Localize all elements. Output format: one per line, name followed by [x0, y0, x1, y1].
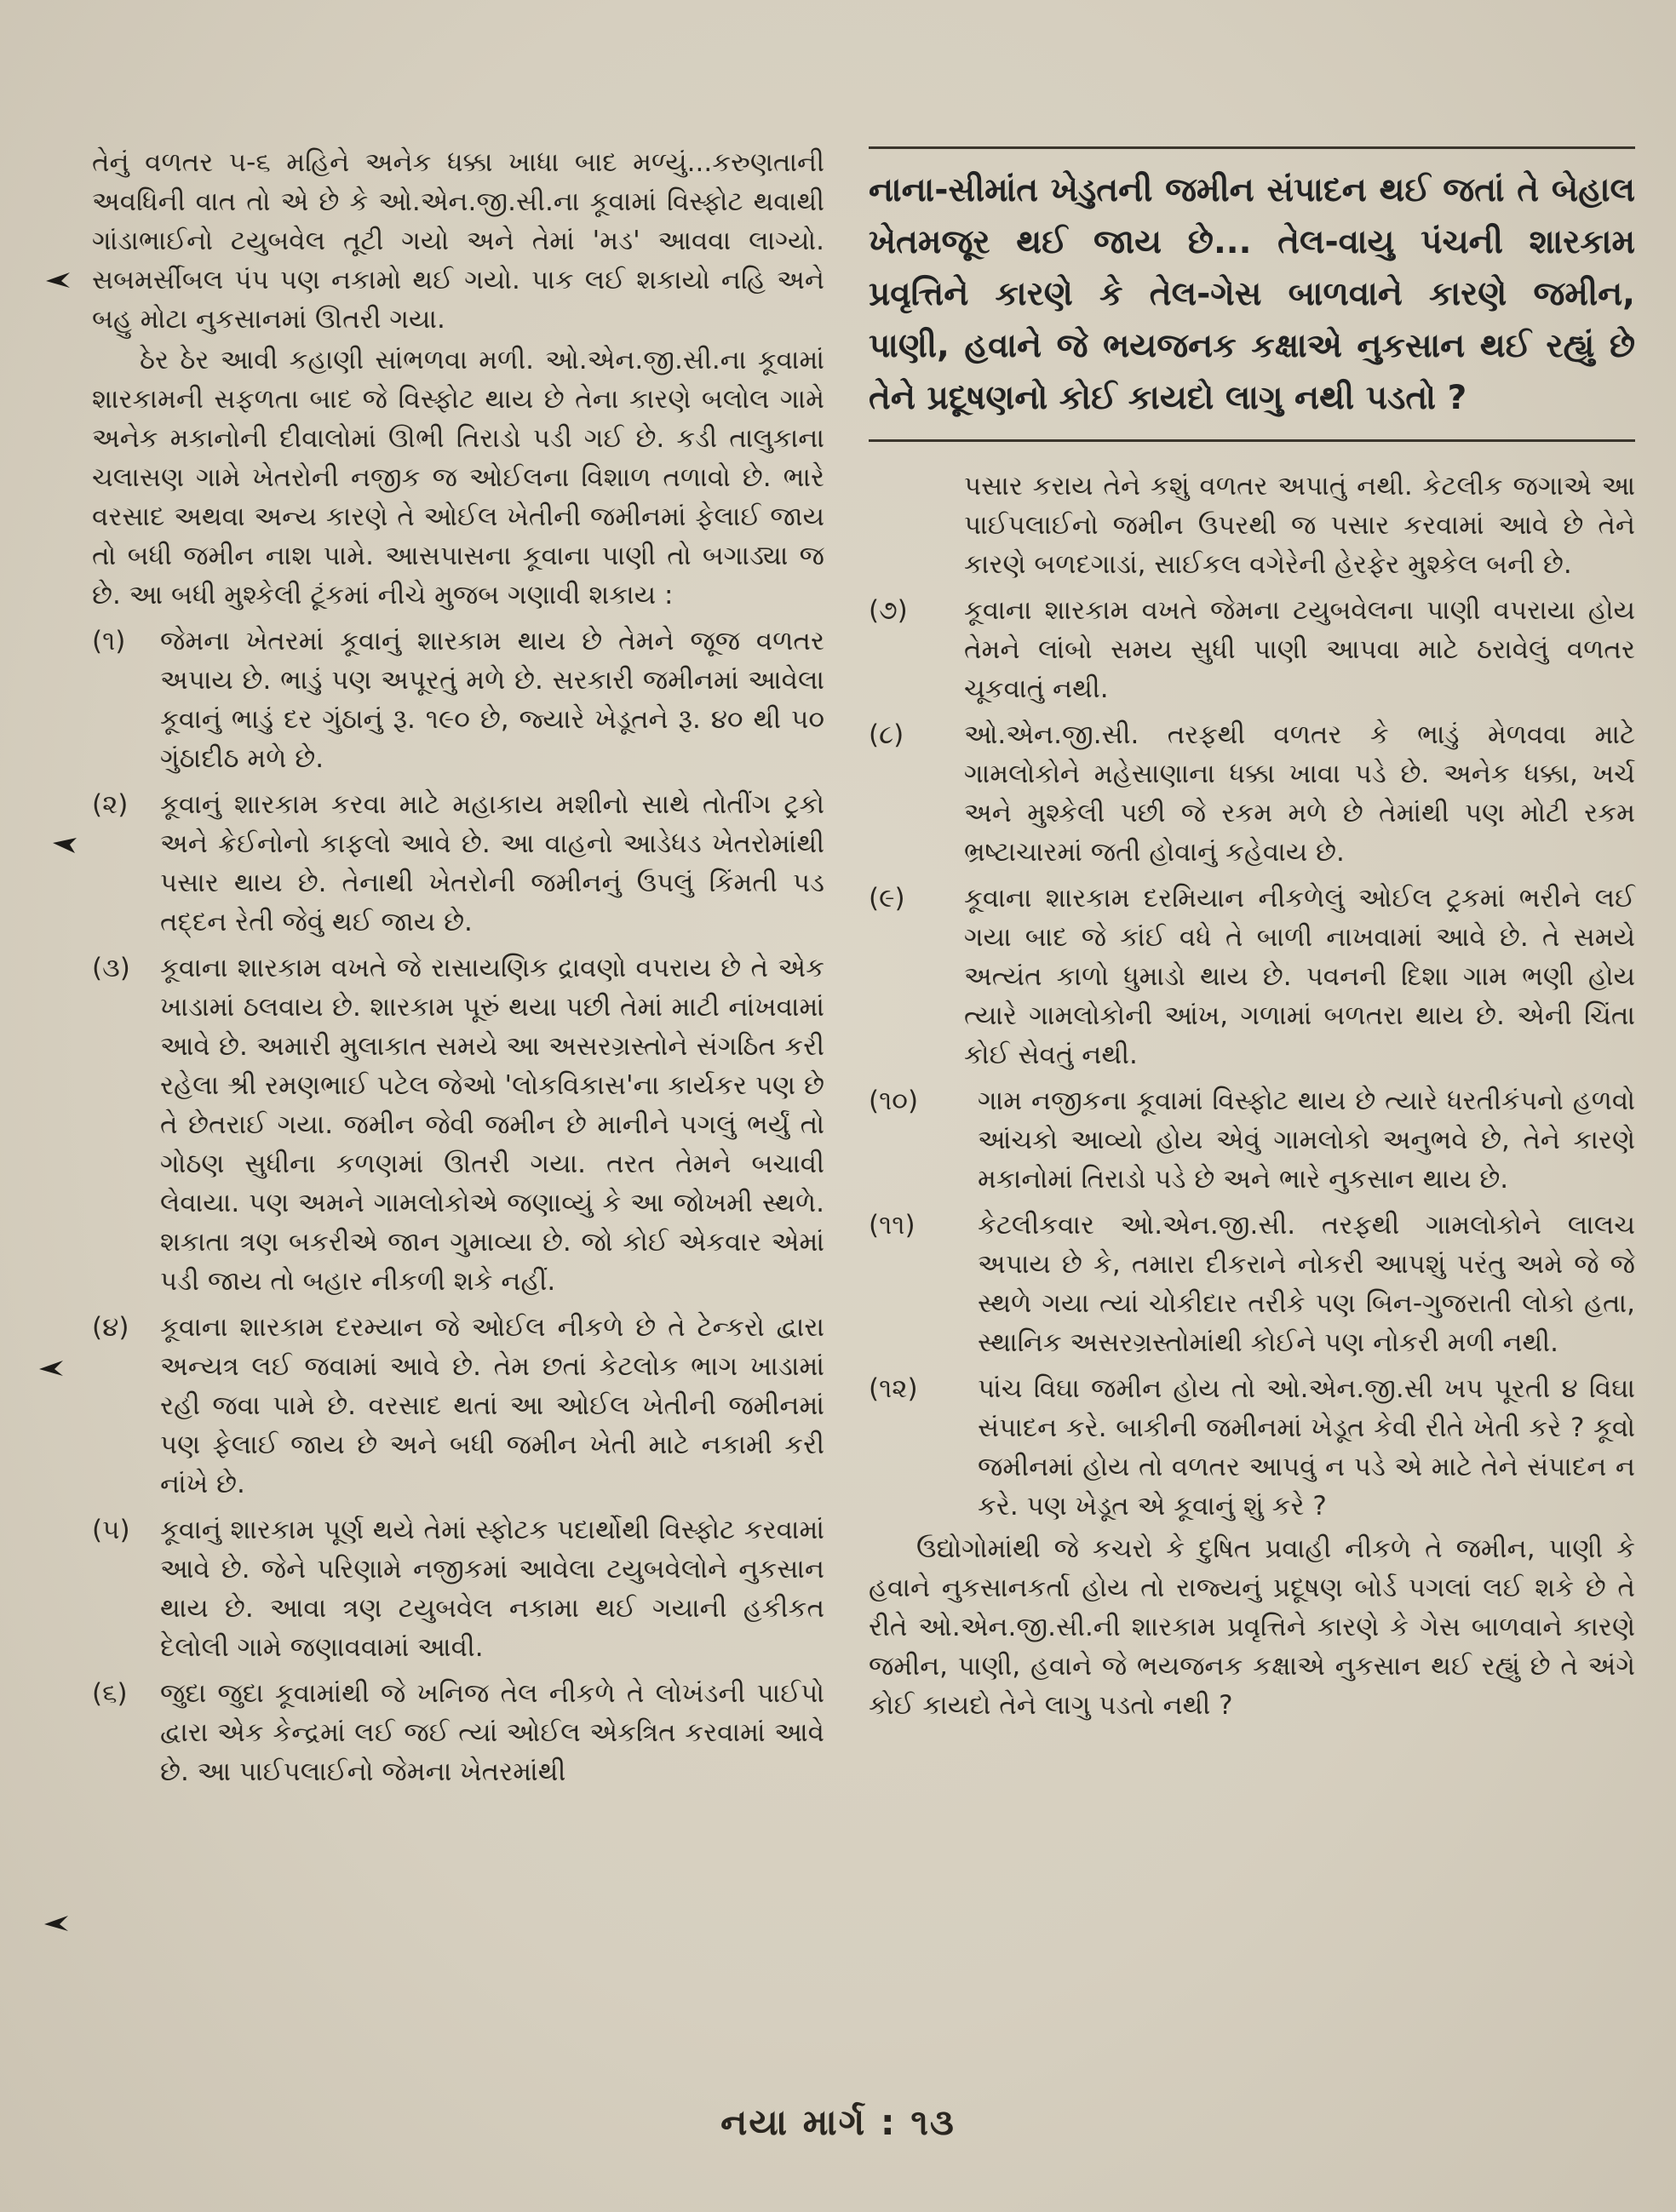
list-number: (૨): [92, 789, 129, 820]
pull-quote: [869, 146, 1635, 442]
list-text: કેટલીકવાર ઓ.એન.જી.સી. તરફથી ગામલોકોને લાલચ અપાય છે કે, તમારા દીકરાને નોકરી આપશું પરંતુ અમે જે જે સ્થળે ગયા ત્યાં ચોકીદાર તરીકે પણ બિન-ગુજરાતી લોકો હતા, સ્થાનિક અસરગ્રસ્તોમાંથી કોઈને પણ નોકરી મળી નથી.: [978, 1210, 1635, 1358]
paragraph: તેનું વળતર ૫-૬ મહિને અનેક ધક્કા ખાધા બાદ મળ્યું...કરુણતાની અવધિની વાત તો એ છે કે ઓ.એન.જી.સી.ના કૂવામાં વિસ્ફોટ થવાથી ગાંડાભાઈનો ટયુબવેલ તૂટી ગયો અને તેમાં 'મડ' આવવા લાગ્યો. સબમર્સીબલ પંપ પણ નકામો થઈ ગયો. પાક લઈ શકાયો નહિ અને બહુ મોટા નુકસાનમાં ઊતરી ગયા.: [92, 147, 824, 335]
list-number: (૯): [869, 883, 905, 914]
binding-tear-mark-icon: [44, 271, 73, 289]
list-text: પાંચ વિઘા જમીન હોય તો ઓ.એન.જી.સી ખપ પૂરતી ૪ વિઘા સંપાદન કરે. બાકીની જમીનમાં ખેડૂત કેવી રીતે ખેતી કરે ? કૂવો જમીનમાં હોય તો વળતર આપવું ન પડે એ માટે તેને સંપાદન ન કરે. પણ ખેડૂત એ કૂવાનું શું કરે ?: [978, 1373, 1635, 1521]
pull-quote-text: નાના-સીમાંત ખેડુતની જમીન સંપાદન થઈ જતાં તે બેહાલ ખેતમજૂર થઈ જાય છે... તેલ-વાયુ પંચની શારકામ પ્રવૃત્તિને કારણે કે તેલ-ગેસ બાળવાને કારણે જમીન, પાણી, હવાને જે ભયજનક કક્ષાએ નુકસાન થઈ રહ્યું છે તેને પ્રદૂષણનો કોઈ કાયદો લાગુ નથી પડતો ?: [869, 171, 1635, 417]
list-text: કૂવાનું શારકામ કરવા માટે મહાકાય મશીનો સાથે તોતીંગ ટ્રકો અને ક્રેઈનોનો કાફલો આવે છે. આ વાહનો આડેધડ ખેતરોમાંથી પસાર થાય છે. તેનાથી ખેતરોની જમીનનું ઉપલું કિંમતી પડ તદ્દન રેતી જેવું થઈ જાય છે.: [160, 789, 824, 937]
list-text: જેમના ખેતરમાં કૂવાનું શારકામ થાય છે તેમને જૂજ વળતર અપાય છે. ભાડું પણ અપૂરતું મળે છે. સરકારી જમીનમાં આવેલા કૂવાનું ભાડું દર ગુંઠાનું રૂ. ૧૯૦ છે, જ્યારે ખેડૂતને રૂ. ૪૦ થી ૫૦ ગુંઠાદીઠ મળે છે.: [160, 626, 824, 774]
binding-tear-mark-icon: [37, 1359, 66, 1378]
binding-tear-mark-icon: [43, 1914, 72, 1933]
list-item: [869, 715, 1635, 872]
list-number: (૧૧): [869, 1210, 915, 1241]
page-footer: નયા માર્ગ : ૧૩: [720, 2101, 956, 2143]
left-column: [92, 143, 824, 1795]
list-item: [869, 1081, 1635, 1199]
list-item: [869, 591, 1635, 708]
binding-tear-mark-icon: [51, 836, 80, 855]
list-text: કૂવાના શારકામ વખતે જેમના ટયુબવેલના પાણી વપરાયા હોય તેમને લાંબો સમય સુધી પાણી આપવા માટે ઠરાવેલું વળતર ચૂકવાતું નથી.: [964, 595, 1635, 704]
list-number: (૧૦): [869, 1086, 919, 1116]
list-number: (૪): [92, 1312, 129, 1343]
list-number: (૮): [869, 719, 904, 750]
list-item: [92, 622, 824, 778]
list-number: (૫): [92, 1515, 130, 1545]
list-item: [92, 1510, 824, 1667]
right-column: [869, 467, 1635, 1727]
list-text: કૂવાનું શારકામ પૂર્ણ થયે તેમાં સ્ફોટક પદાર્થોથી વિસ્ફોટ કરવામાં આવે છે. જેને પરિણામે નજીકમાં આવેલા ટયુબવેલોને નુકસાન થાય છે. આવા ત્રણ ટયુબવેલ નકામા થઈ ગયાની હકીકત દેલોલી ગામે જણાવવામાં આવી.: [160, 1515, 824, 1663]
list-text: કૂવાના શારકામ દરમ્યાન જે ઓઈલ નીકળે છે તે ટેન્કરો દ્વારા અન્યત્ર લઈ જવામાં આવે છે. તેમ છતાં કેટલોક ભાગ ખાડામાં રહી જવા પામે છે. વરસાદ થતાં આ ઓઈલ ખેતીની જમીનમાં પણ ફેલાઈ જાય છે અને બધી જમીન ખેતી માટે નકામી કરી નાંખે છે.: [160, 1312, 824, 1499]
list-number: (૭): [869, 595, 908, 626]
list-item: [92, 785, 824, 942]
list-number: (૩): [92, 953, 130, 983]
list-item: [869, 1369, 1635, 1526]
list-number: (૧): [92, 626, 126, 656]
closing-paragraph: ઉદ્યોગોમાંથી જે કચરો કે દુષિત પ્રવાહી નીકળે તે જમીન, પાણી કે હવાને નુકસાનકર્તા હોય તો રાજ્યનું પ્રદૂષણ બોર્ડ પગલાં લઈ શકે છે તે રીતે ઓ.એન.જી.સી.ની શારકામ પ્રવૃત્તિને કારણે કે ગેસ બાળવાને કારણે જમીન, પાણી, હવાને જે ભયજનક કક્ષાએ નુકસાન થઈ રહ્યું છે તે અંગે કોઈ કાયદો તેને લાગુ પડતો નથી ?: [869, 1533, 1635, 1721]
list-text: કૂવાના શારકામ દરમિયાન નીકળેલું ઓઈલ ટ્રકમાં ભરીને લઈ ગયા બાદ જે કાંઈ વધે તે બાળી નાખવામાં આવે છે. તે સમયે અત્યંત કાળો ધુમાડો થાય છે. પવનની દિશા ગામ ભણી હોય ત્યારે ગામલોકોની આંખ, ગળામાં બળતરા થાય છે. એની ચિંતા કોઈ સેવતું નથી.: [964, 883, 1635, 1070]
paragraph-continuation: પસાર કરાય તેને કશું વળતર અપાતું નથી. કેટલીક જગાએ આ પાઈપલાઈનો જમીન ઉપરથી જ પસાર કરવામાં આવે છે તેને કારણે બળદગાડાં, સાઈકલ વગેરેની હેરફેર મુશ્કેલ બની છે.: [964, 471, 1635, 580]
list-item: [869, 879, 1635, 1074]
list-number: (૬): [92, 1678, 128, 1709]
list-item: [92, 1308, 824, 1504]
list-text: જુદા જુદા કૂવામાંથી જે ખનિજ તેલ નીકળે તે લોખંડની પાઈપો દ્વારા એક કેન્દ્રમાં લઈ જઈ ત્યાં ઓઈલ એકત્રિત કરવામાં આવે છે. આ પાઈપલાઈનો જેમના ખેતરમાંથી: [160, 1678, 824, 1787]
paragraph: ઠેર ઠેર આવી કહાણી સાંભળવા મળી. ઓ.એન.જી.સી.ના કૂવામાં શારકામની સફળતા બાદ જે વિસ્ફોટ થાય છે તેના કારણે બલોલ ગામે અનેક મકાનોની દીવાલોમાં ઊભી તિરાડો પડી ગઈ છે. કડી તાલુકાના ચલાસણ ગામે ખેતરોની નજીક જ ઓઈલના વિશાળ તળાવો છે. ભારે વરસાદ અથવા અન્ય કારણે તે ઓઈલ ખેતીની જમીનમાં ફેલાઈ જાય તો બધી જમીન નાશ પામે. આસપાસના કૂવાના પાણી તો બગાડ્યા જ છે. આ બધી મુશ્કેલી ટૂંકમાં નીચે મુજબ ગણાવી શકાય :: [92, 345, 824, 610]
list-number: (૧૨): [869, 1373, 918, 1404]
list-item: [92, 948, 824, 1301]
list-text: કૂવાના શારકામ વખતે જે રાસાયણિક દ્રાવણો વપરાય છે તે એક ખાડામાં ઠલવાય છે. શારકામ પૂરું થયા પછી તેમાં માટી નાંખવામાં આવે છે. અમારી મુલાકાત સમયે આ અસરગ્રસ્તોને સંગઠિત કરી રહેલા શ્રી રમણભાઈ પટેલ જેઓ 'લોકવિકાસ'ના કાર્યકર પણ છે તે છેતરાઈ ગયા. જમીન જેવી જમીન છે માનીને પગલું ભર્યું તો ગોઠણ સુધીના કળણમાં ઊતરી ગયા. તરત તેમને બચાવી લેવાયા. પણ અમને ગામલોકોએ જણાવ્યું કે આ જોખમી સ્થળે. શકાતા ત્રણ બકરીએ જાન ગુમાવ્યા છે. જો કોઈ એકવાર એમાં પડી જાય તો બહાર નીકળી શકે નહીં.: [160, 953, 824, 1297]
list-text: ઓ.એન.જી.સી. તરફથી વળતર કે ભાડું મેળવવા માટે ગામલોકોને મહેસાણાના ધક્કા ખાવા પડે છે. અનેક ધક્કા, ખર્ચ અને મુશ્કેલી પછી જે રકમ મળે છે તેમાંથી પણ મોટી રકમ ભ્રષ્ટાચારમાં જતી હોવાનું કહેવાય છે.: [964, 719, 1635, 868]
list-item: [92, 1674, 824, 1791]
list-item: [869, 1206, 1635, 1362]
list-text: ગામ નજીકના કૂવામાં વિસ્ફોટ થાય છે ત્યારે ધરતીકંપનો હળવો આંચકો આવ્યો હોય એવું ગામલોકો અનુભવે છે, તેને કારણે મકાનોમાં તિરાડો પડે છે અને ભારે નુકસાન થાય છે.: [978, 1086, 1635, 1195]
